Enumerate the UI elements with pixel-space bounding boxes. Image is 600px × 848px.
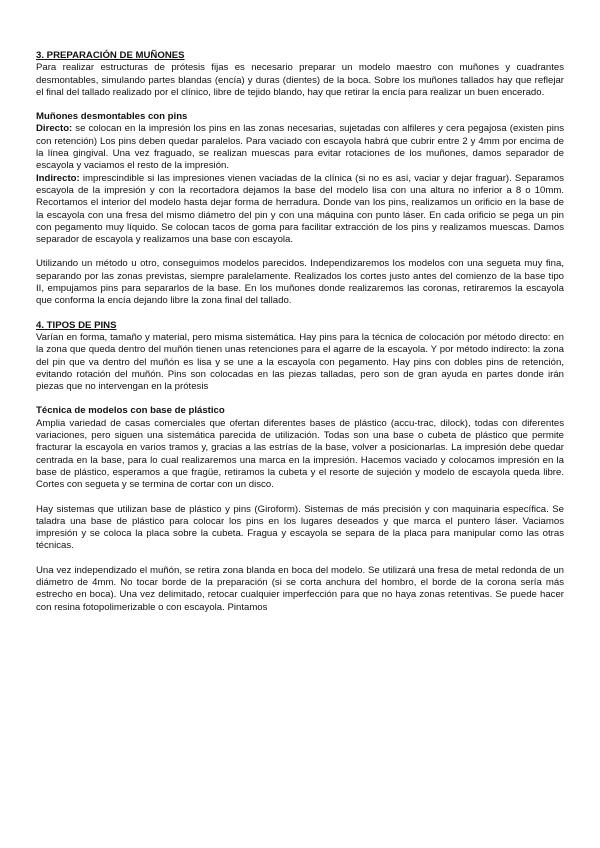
paragraph-indirecto [36,173,564,247]
indirecto-text: imprescindible si las impresiones vienen vaciadas de la clínica (si no es así, vaciar y dejar fraguar). Separamos escayola de la impresión y con la recortadora dejamos la base del modelo lisa con una altura no inferior a 8 o 10mm. Recortamos el interior del modelo hasta dejar forma de herradura. Donde van los pins, realizamos un orificio en la base de la escayola con una fresa del mismo diámetro del pin y con una máquina con punto láser. En cada orificio se pega un pin con pegamento muy líquido. Se colocan tacos de goma para facilitar extracción de los pins y realizamos muescas. Damos separador de escayola y realizamos una base con escayola. [36,172,564,246]
subsection-removable-dies-title: Muñones desmontables con pins [36,111,188,123]
section-4-title: 4. TIPOS DE PINS [36,319,117,331]
paragraph-independizado: Una vez independizado el muñón, se retira zona blanda en boca del modelo. Se utilizará una fresa de metal redonda de un diámetro de 4mm. No tocar borde de la preparación (si se corta anchura del hombro, el borde de la corona sería más estrecho en boca). Una vez delimitado, retocar cualquier imperfección para que no haya zonas retentivas. Se puede hacer con resina fotopolimerizable o con escayola. Pintamos [36,564,564,613]
directo-text: se colocan en la impresión los pins en las zonas necesarias, sujetadas con alfileres y cera pegajosa (existen pins con retención) Los pins deben quedar paralelos. Para vaciado con escayola habrá que cubrir entre 2 y 4mm por encima de la línea gingival. Una vez fraguado, se realizan muescas para evitar rotaciones de los muñones, damos separador de escayola y vaciamos el resto de la impresión. [36,123,564,172]
paragraph-segueta: Utilizando un método u otro, conseguimos modelos parecidos. Independizaremos los modelos con una segueta muy fina, separando por las zonas previstas, siempre paralelamente. Realizados los cortes justo antes del comienzo de la base tipo II, empujamos pins para separarlos de la base. En los muñones donde realizaremos las coronas, retiraremos la escayola que conforma la encía dejando libre la zona final del tallado. [36,258,564,307]
paragraph-plastic-base: Amplia variedad de casas comerciales que ofertan diferentes bases de plástico (accu-trac, dilock), todas con diferentes variaciones, pero siguen una sistemática parecida de utilización. Todas son una base o cubeta de plástico que permite fracturar la escayola en varios tramos y, gracias a las estrías de la base, volver a posicionarlas. La impresión debe quedar centrada en la base, para lo cual realizaremos una marca en la impresión. Hacemos vaciado y colocamos impresión en la base de plástico, esperamos a que fragüe, retiramos la cubeta y el resorte de sujeción y modelo de escayola queda libre. Cortes con segueta y se termina de cortar con un disco. [36,417,564,491]
section-3-title: 3. PREPARACIÓN DE MUÑONES [36,50,185,61]
section-4-intro: Varían en forma, tamaño y material, pero misma sistemática. Hay pins para la técnica de colocación por método directo: en la zona que queda dentro del muñón tienen unas retenciones para el agarre de la escayola. Y por método indirecto: la zona del pin que va dentro del muñón es lisa y se une a la escayola con pegamento. Hay pins con dobles pins de retención, evitando rotación del muñón. Pins son colocadas en las piezas talladas, pero son de gran ayuda en partes donde irán piezas que no intervengan en la prótesis [36,331,564,393]
subsection-plastic-base-title: Técnica de modelos con base de plástico [36,405,225,417]
paragraph-directo [36,123,564,172]
indirecto-label: Indirecto: [36,172,80,184]
paragraph-giroform: Hay sistemas que utilizan base de plástico y pins (Giroform). Sistemas de más precisión y con maquinaria específica. Se taladra una base de plástico para colocar los pins en los lugares deseados y que marca el puntero láser. Vaciamos impresión y se coloca la placa sobre la cubeta. Fragua y escayola se separa de la placa para manipular como las otras técnicas. [36,503,564,552]
directo-label: Directo: [36,123,73,135]
section-3-intro: Para realizar estructuras de prótesis fijas es necesario preparar un modelo maestro con muñones y cuadrantes desmontables, simulando partes blandas (encía) y duras (dientes) de la boca. Sobre los muñones tallados hay que reflejar el final del tallado realizado por el clínico, libre de tejido blando, hay que retirar la encía para realizar un buen encerado. [36,62,564,98]
